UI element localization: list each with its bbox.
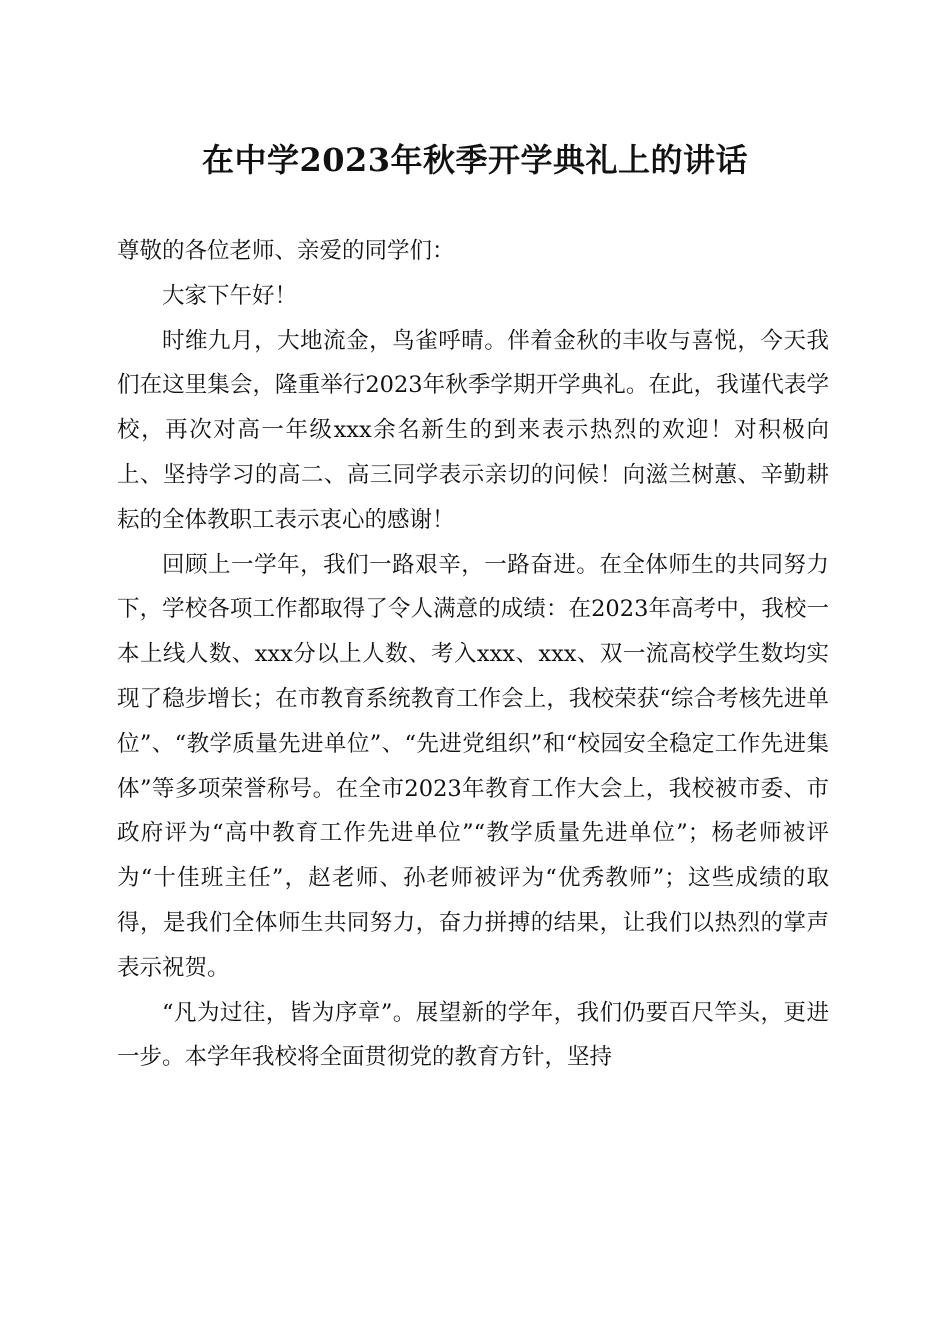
review-paragraph: 回顾上一学年，我们一路艰辛，一路奋进。在全体师生的共同努力下，学校各项工作都取得了令人满意的成绩：在2023年高考中，我校一本上线人数、xxx分以上人数、考入xxx、xxx、双一流高校学生数均实现了稳步增长；在市教育系统教育工作会上，我校荣获“综合考核先进单位”、“教学质量先进单位”、“先进党组织”和“校园安全稳定工作先进集体”等多项荣誉称号。在全市2023年教育工作大会上，我校被市委、市政府评为“高中教育工作先进单位”“教学质量先进单位”；杨老师被评为“十佳班主任”，赵老师、孙老师被评为“优秀教师”；这些成绩的取得，是我们全体师生共同努力，奋力拼搏的结果，让我们以热烈的掌声表示祝贺。 — [117, 551, 829, 981]
outlook-paragraph: “凡为过往，皆为序章”。展望新的学年，我们仍要百尺竿头，更进一步。本学年我校将全面贯彻党的教育方针，坚持 — [117, 999, 829, 1071]
document-body — [117, 229, 829, 1080]
salutation: 尊敬的各位老师、亲爱的同学们： — [117, 238, 455, 264]
greeting-paragraph: 大家下午好！ — [162, 282, 298, 309]
document-title: 在中学2023年秋季开学典礼上的讲话 — [201, 141, 749, 179]
opening-paragraph: 时维九月，大地流金，鸟雀呼晴。伴着金秋的丰收与喜悦，今天我们在这里集会，隆重举行2023年秋季学期开学典礼。在此，我谨代表学校，再次对高一年级xxx余名新生的到来表示热烈的欢迎！对积极向上、坚持学习的高二、高三同学表示亲切的问候！向滋兰树蕙、辛勤耕耘的全体教职工表示衷心的感谢！ — [117, 327, 829, 533]
